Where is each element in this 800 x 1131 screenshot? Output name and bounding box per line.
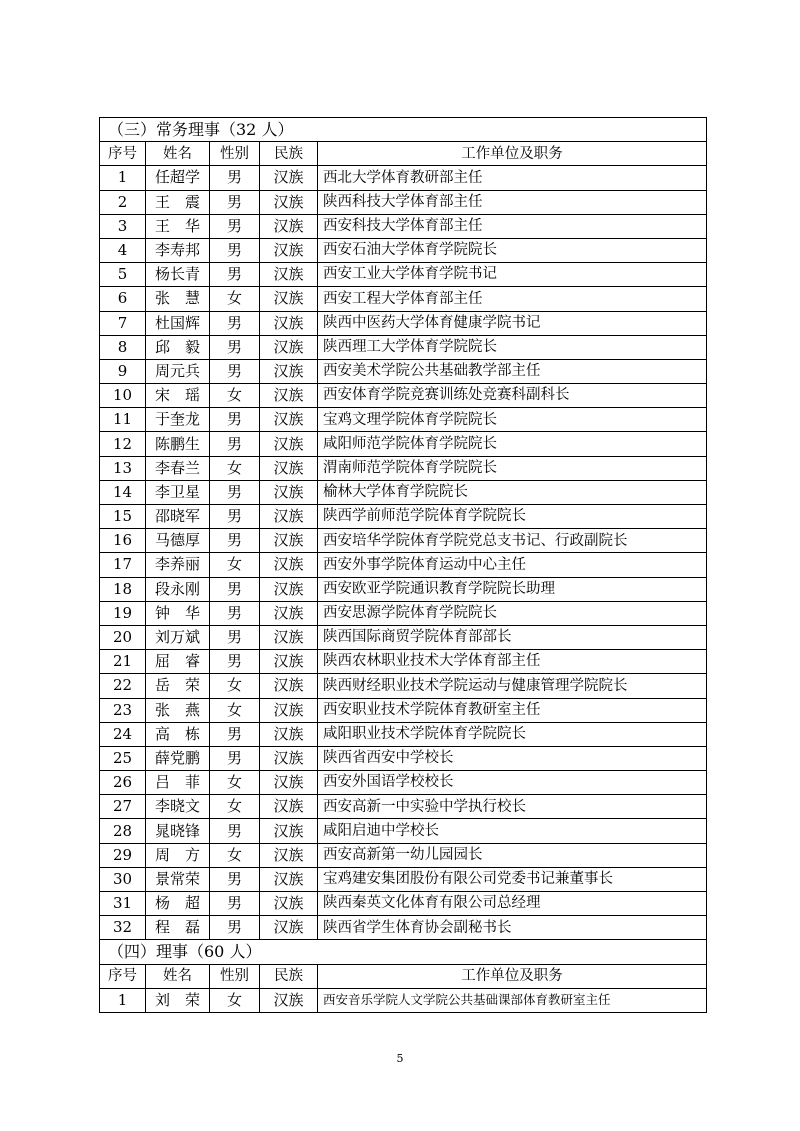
- header-sex: 性别: [210, 142, 260, 166]
- member-sex: 男: [210, 916, 260, 940]
- row-number: 15: [100, 505, 146, 529]
- row-number: 23: [100, 698, 146, 722]
- member-name: 刘 荣: [146, 988, 210, 1012]
- member-sex: 男: [210, 577, 260, 601]
- member-name: 邵晓军: [146, 505, 210, 529]
- table-row: [100, 408, 707, 432]
- member-ethnicity: 汉族: [260, 601, 318, 625]
- row-number: 29: [100, 843, 146, 867]
- member-position: 陕西省西安中学校长: [318, 746, 707, 770]
- member-position: 西安外事学院体育运动中心主任: [318, 553, 707, 577]
- header-name: 姓名: [146, 964, 210, 988]
- member-ethnicity: 汉族: [260, 190, 318, 214]
- member-sex: 男: [210, 650, 260, 674]
- member-sex: 男: [210, 505, 260, 529]
- member-ethnicity: 汉族: [260, 456, 318, 480]
- table-row: [100, 867, 707, 891]
- member-position: 西安石油大学体育学院院长: [318, 238, 707, 262]
- table-row: [100, 674, 707, 698]
- header-job: 工作单位及职务: [318, 964, 707, 988]
- member-ethnicity: 汉族: [260, 988, 318, 1012]
- member-ethnicity: 汉族: [260, 408, 318, 432]
- member-sex: 女: [210, 771, 260, 795]
- member-name: 李卫星: [146, 480, 210, 504]
- member-position: 榆林大学体育学院院长: [318, 480, 707, 504]
- member-name: 杨长青: [146, 263, 210, 287]
- row-number: 27: [100, 795, 146, 819]
- member-ethnicity: 汉族: [260, 432, 318, 456]
- member-position: 西安高新一中实验中学执行校长: [318, 795, 707, 819]
- member-position: 西安科技大学体育部主任: [318, 214, 707, 238]
- member-name: 屈 睿: [146, 650, 210, 674]
- table-row: [100, 190, 707, 214]
- member-sex: 女: [210, 795, 260, 819]
- member-sex: 女: [210, 674, 260, 698]
- member-sex: 男: [210, 892, 260, 916]
- member-ethnicity: 汉族: [260, 238, 318, 262]
- member-sex: 女: [210, 456, 260, 480]
- member-name: 张 燕: [146, 698, 210, 722]
- row-number: 13: [100, 456, 146, 480]
- member-sex: 男: [210, 601, 260, 625]
- member-position: 西安工程大学体育部主任: [318, 287, 707, 311]
- section-title-row: [100, 940, 707, 964]
- member-ethnicity: 汉族: [260, 166, 318, 190]
- row-number: 25: [100, 746, 146, 770]
- table-row: [100, 432, 707, 456]
- header-job: 工作单位及职务: [318, 142, 707, 166]
- member-sex: 男: [210, 432, 260, 456]
- row-number: 26: [100, 771, 146, 795]
- member-position: 陕西科技大学体育部主任: [318, 190, 707, 214]
- table-row: [100, 843, 707, 867]
- table-row: [100, 287, 707, 311]
- member-name: 王 震: [146, 190, 210, 214]
- member-name: 钟 华: [146, 601, 210, 625]
- page-number: 5: [396, 1052, 404, 1065]
- table-row: [100, 916, 707, 940]
- section-title: （三）常务理事（32 人）: [100, 118, 707, 142]
- row-number: 21: [100, 650, 146, 674]
- member-name: 薛党鹏: [146, 746, 210, 770]
- member-name: 李养丽: [146, 553, 210, 577]
- member-sex: 男: [210, 214, 260, 238]
- member-ethnicity: 汉族: [260, 698, 318, 722]
- table-row: [100, 335, 707, 359]
- member-name: 邱 毅: [146, 335, 210, 359]
- member-ethnicity: 汉族: [260, 795, 318, 819]
- member-name: 陈鹏生: [146, 432, 210, 456]
- member-sex: 男: [210, 746, 260, 770]
- row-number: 2: [100, 190, 146, 214]
- member-sex: 男: [210, 238, 260, 262]
- header-ethnic: 民族: [260, 142, 318, 166]
- table-row: [100, 771, 707, 795]
- member-position: 陕西农林职业技术大学体育部主任: [318, 650, 707, 674]
- member-name: 刘万斌: [146, 625, 210, 649]
- roster-body: [100, 118, 707, 1013]
- table-row: [100, 238, 707, 262]
- member-sex: 女: [210, 384, 260, 408]
- member-sex: 男: [210, 311, 260, 335]
- member-ethnicity: 汉族: [260, 263, 318, 287]
- row-number: 18: [100, 577, 146, 601]
- member-position: 宝鸡建安集团股份有限公司党委书记兼董事长: [318, 867, 707, 891]
- header-name: 姓名: [146, 142, 210, 166]
- member-ethnicity: 汉族: [260, 287, 318, 311]
- member-position: 宝鸡文理学院体育学院院长: [318, 408, 707, 432]
- member-sex: 男: [210, 529, 260, 553]
- member-position: 西安职业技术学院体育教研室主任: [318, 698, 707, 722]
- row-number: 24: [100, 722, 146, 746]
- header-no: 序号: [100, 142, 146, 166]
- member-name: 杜国辉: [146, 311, 210, 335]
- member-ethnicity: 汉族: [260, 214, 318, 238]
- table-row: [100, 892, 707, 916]
- member-position: 西安思源学院体育学院院长: [318, 601, 707, 625]
- row-number: 10: [100, 384, 146, 408]
- row-number: 11: [100, 408, 146, 432]
- row-number: 9: [100, 359, 146, 383]
- member-ethnicity: 汉族: [260, 553, 318, 577]
- row-number: 20: [100, 625, 146, 649]
- member-name: 吕 菲: [146, 771, 210, 795]
- table-row: [100, 698, 707, 722]
- table-row: [100, 650, 707, 674]
- table-row: [100, 795, 707, 819]
- member-name: 马德厚: [146, 529, 210, 553]
- member-ethnicity: 汉族: [260, 384, 318, 408]
- header-no: 序号: [100, 964, 146, 988]
- table-row: [100, 166, 707, 190]
- member-ethnicity: 汉族: [260, 650, 318, 674]
- member-position: 陕西省学生体育协会副秘书长: [318, 916, 707, 940]
- member-name: 周元兵: [146, 359, 210, 383]
- header-row: [100, 142, 707, 166]
- header-sex: 性别: [210, 964, 260, 988]
- member-sex: 男: [210, 359, 260, 383]
- row-number: 32: [100, 916, 146, 940]
- member-ethnicity: 汉族: [260, 625, 318, 649]
- row-number: 30: [100, 867, 146, 891]
- row-number: 22: [100, 674, 146, 698]
- row-number: 5: [100, 263, 146, 287]
- member-name: 李寿邦: [146, 238, 210, 262]
- table-row: [100, 311, 707, 335]
- member-ethnicity: 汉族: [260, 892, 318, 916]
- member-ethnicity: 汉族: [260, 505, 318, 529]
- member-ethnicity: 汉族: [260, 819, 318, 843]
- member-name: 李晓文: [146, 795, 210, 819]
- member-position: 西安工业大学体育学院书记: [318, 263, 707, 287]
- table-row: [100, 480, 707, 504]
- member-position: 西安欧亚学院通识教育学院院长助理: [318, 577, 707, 601]
- member-position: 陕西学前师范学院体育学院院长: [318, 505, 707, 529]
- table-row: [100, 553, 707, 577]
- member-sex: 男: [210, 722, 260, 746]
- member-sex: 男: [210, 819, 260, 843]
- table-row: [100, 988, 707, 1012]
- member-name: 杨 超: [146, 892, 210, 916]
- member-name: 晁晓锋: [146, 819, 210, 843]
- member-name: 景常荣: [146, 867, 210, 891]
- header-row: [100, 964, 707, 988]
- member-name: 李春兰: [146, 456, 210, 480]
- row-number: 7: [100, 311, 146, 335]
- member-sex: 男: [210, 335, 260, 359]
- member-position: 西安音乐学院人文学院公共基础课部体育教研室主任: [318, 988, 707, 1012]
- member-ethnicity: 汉族: [260, 843, 318, 867]
- member-ethnicity: 汉族: [260, 529, 318, 553]
- member-ethnicity: 汉族: [260, 771, 318, 795]
- member-position: 陕西中医药大学体育健康学院书记: [318, 311, 707, 335]
- member-name: 张 慧: [146, 287, 210, 311]
- row-number: 28: [100, 819, 146, 843]
- member-position: 咸阳师范学院体育学院院长: [318, 432, 707, 456]
- table-row: [100, 456, 707, 480]
- row-number: 17: [100, 553, 146, 577]
- table-row: [100, 359, 707, 383]
- member-position: 西安外国语学校校长: [318, 771, 707, 795]
- member-position: 咸阳启迪中学校长: [318, 819, 707, 843]
- table-row: [100, 746, 707, 770]
- member-name: 王 华: [146, 214, 210, 238]
- member-position: 陕西理工大学体育学院院长: [318, 335, 707, 359]
- table-row: [100, 625, 707, 649]
- row-number: 1: [100, 166, 146, 190]
- member-sex: 男: [210, 408, 260, 432]
- member-name: 于奎龙: [146, 408, 210, 432]
- table-row: [100, 529, 707, 553]
- member-ethnicity: 汉族: [260, 480, 318, 504]
- member-position: 西安美术学院公共基础教学部主任: [318, 359, 707, 383]
- member-sex: 女: [210, 843, 260, 867]
- member-position: 西北大学体育教研部主任: [318, 166, 707, 190]
- member-ethnicity: 汉族: [260, 674, 318, 698]
- table-row: [100, 384, 707, 408]
- member-ethnicity: 汉族: [260, 722, 318, 746]
- table-row: [100, 819, 707, 843]
- member-sex: 男: [210, 190, 260, 214]
- row-number: 14: [100, 480, 146, 504]
- member-name: 宋 瑶: [146, 384, 210, 408]
- member-name: 任超学: [146, 166, 210, 190]
- member-sex: 男: [210, 625, 260, 649]
- table-row: [100, 601, 707, 625]
- row-number: 12: [100, 432, 146, 456]
- member-ethnicity: 汉族: [260, 746, 318, 770]
- member-sex: 女: [210, 553, 260, 577]
- table-row: [100, 263, 707, 287]
- member-name: 高 栋: [146, 722, 210, 746]
- member-sex: 男: [210, 867, 260, 891]
- table-row: [100, 505, 707, 529]
- member-position: 西安培华学院体育学院党总支书记、行政副院长: [318, 529, 707, 553]
- member-position: 西安体育学院竞赛训练处竞赛科副科长: [318, 384, 707, 408]
- member-sex: 男: [210, 166, 260, 190]
- header-ethnic: 民族: [260, 964, 318, 988]
- member-name: 周 方: [146, 843, 210, 867]
- row-number: 8: [100, 335, 146, 359]
- member-sex: 女: [210, 988, 260, 1012]
- member-position: 渭南师范学院体育学院院长: [318, 456, 707, 480]
- row-number: 16: [100, 529, 146, 553]
- row-number: 1: [100, 988, 146, 1012]
- member-position: 陕西国际商贸学院体育部部长: [318, 625, 707, 649]
- member-sex: 男: [210, 480, 260, 504]
- member-ethnicity: 汉族: [260, 916, 318, 940]
- member-ethnicity: 汉族: [260, 335, 318, 359]
- member-roster-table: [99, 117, 707, 1013]
- row-number: 3: [100, 214, 146, 238]
- member-ethnicity: 汉族: [260, 577, 318, 601]
- member-name: 程 磊: [146, 916, 210, 940]
- member-sex: 女: [210, 287, 260, 311]
- row-number: 31: [100, 892, 146, 916]
- section-title: （四）理事（60 人）: [100, 940, 707, 964]
- row-number: 4: [100, 238, 146, 262]
- table-row: [100, 722, 707, 746]
- member-sex: 男: [210, 263, 260, 287]
- member-name: 段永刚: [146, 577, 210, 601]
- member-ethnicity: 汉族: [260, 359, 318, 383]
- row-number: 6: [100, 287, 146, 311]
- member-position: 陕西财经职业技术学院运动与健康管理学院院长: [318, 674, 707, 698]
- member-position: 陕西秦英文化体育有限公司总经理: [318, 892, 707, 916]
- table-row: [100, 214, 707, 238]
- member-sex: 女: [210, 698, 260, 722]
- member-ethnicity: 汉族: [260, 311, 318, 335]
- section-title-row: [100, 118, 707, 142]
- member-position: 咸阳职业技术学院体育学院院长: [318, 722, 707, 746]
- member-position: 西安高新第一幼儿园园长: [318, 843, 707, 867]
- row-number: 19: [100, 601, 146, 625]
- member-name: 岳 荣: [146, 674, 210, 698]
- table-row: [100, 577, 707, 601]
- member-ethnicity: 汉族: [260, 867, 318, 891]
